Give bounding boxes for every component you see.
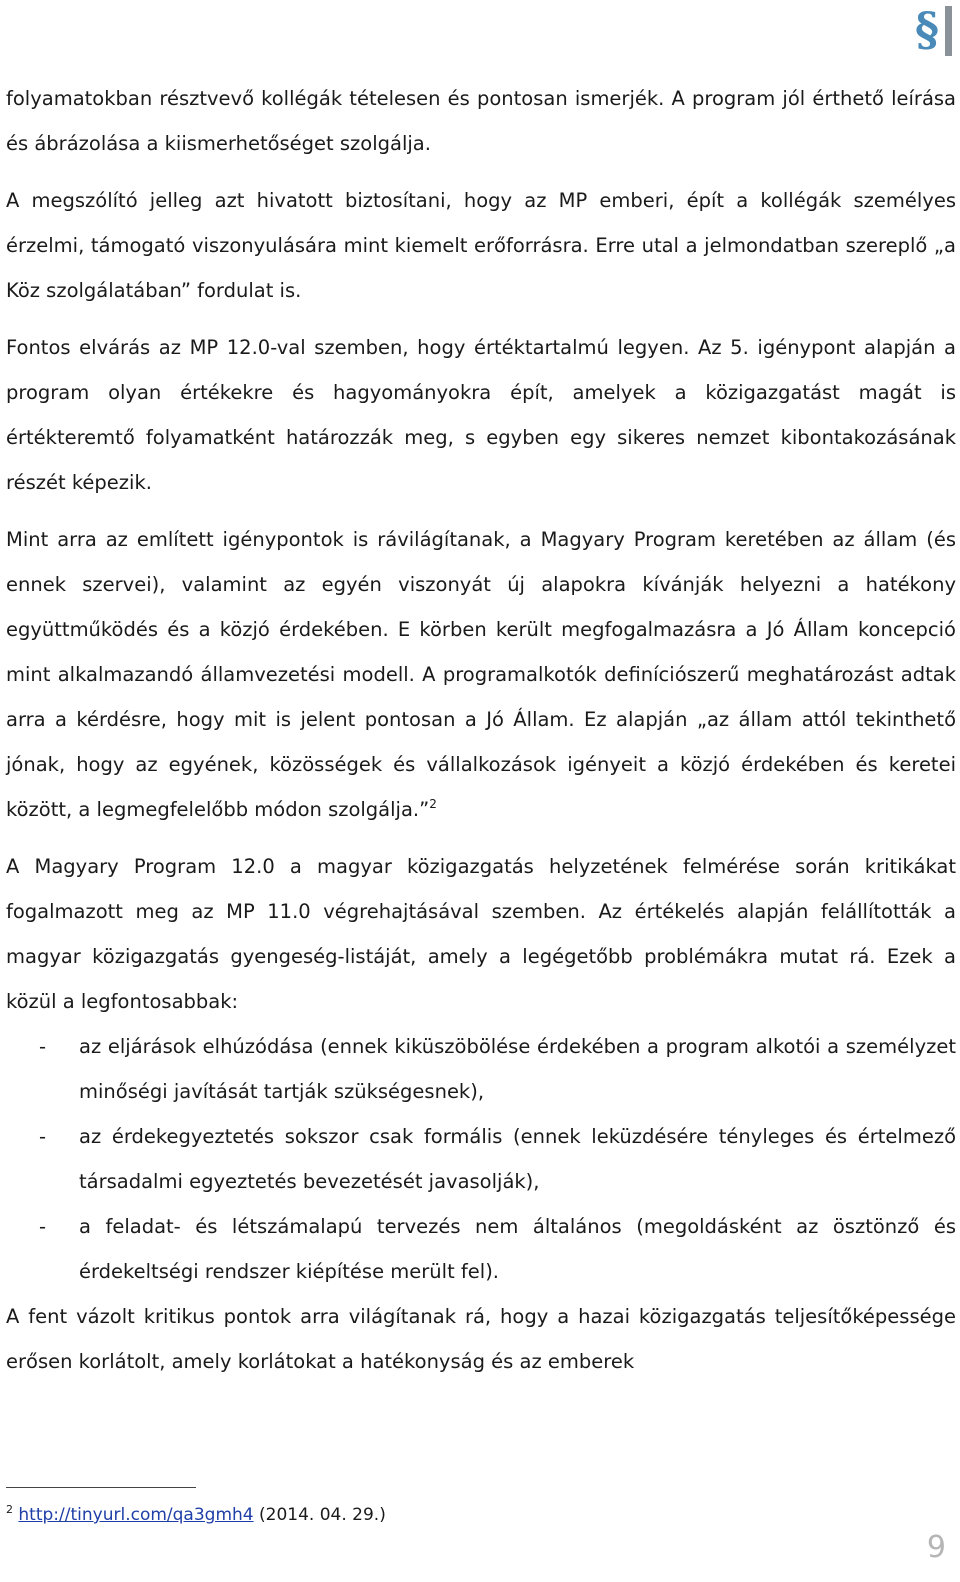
list-item-text: az érdekegyeztetés sokszor csak formális (ennek leküzdésére tényleges és értelmező társadalmi egyeztetés bevezetését javasolják), xyxy=(79,1125,956,1193)
paragraph-1: folyamatokban résztvevő kollégák tételesen és pontosan ismerjék. A program jól érthető leírása és ábrázolása a kiismerhetőséget szolgálja. xyxy=(6,87,956,155)
footnote-separator xyxy=(6,1487,196,1488)
list-item-text: a feladat- és létszámalapú tervezés nem általános (megoldásként az ösztönző és érdekeltségi rendszer kiépítése merült fel). xyxy=(79,1215,956,1283)
document-logo xyxy=(915,4,952,58)
paragraph-4 xyxy=(6,517,956,832)
paragraph-5: A Magyary Program 12.0 a magyar közigazgatás helyzetének felmérése során kritikákat fogalmazott meg az MP 11.0 végrehajtásával szemben. Az értékelés alapján felállították a magyar közigazgatás gyengeség-listáját, amely a legégetőbb problémákra mutat rá. Ezek a közül a legfontosabbak: xyxy=(6,855,956,1013)
footnote-link[interactable]: http://tinyurl.com/qa3gmh4 xyxy=(18,1505,254,1525)
weakness-list xyxy=(6,1024,956,1294)
paragraph-3: Fontos elvárás az MP 12.0-val szemben, hogy értéktartalmú legyen. Az 5. igénypont alapján a program olyan értékekre és hagyományokra épít, amelyek a közigazgatást magát is értékteremtő folyamatként határozzák meg, s egyben egy sikeres nemzet kibontakozásának részét képezik. xyxy=(6,336,956,494)
page-number: 9 xyxy=(926,1530,946,1565)
list-dash: - xyxy=(39,1215,47,1238)
section-mark-icon: § xyxy=(914,2,939,56)
paragraph-6: A fent vázolt kritikus pontok arra világítanak rá, hogy a hazai közigazgatás teljesítőképessége erősen korlátolt, amely korlátokat a hatékonyság és az emberek xyxy=(6,1305,956,1373)
list-item xyxy=(6,1024,956,1114)
list-item-text: az eljárások elhúzódása (ennek kiküszöbölése érdekében a program alkotói a személyzet minőségi javítását tartják szükségesnek), xyxy=(79,1035,956,1103)
page-body xyxy=(6,76,956,1384)
footnote-reference: 2 xyxy=(429,797,437,811)
logo-bar xyxy=(945,6,952,56)
footnote-date: (2014. 04. 29.) xyxy=(259,1505,386,1525)
list-item xyxy=(6,1204,956,1294)
list-dash: - xyxy=(39,1125,47,1148)
list-dash: - xyxy=(39,1035,47,1058)
list-item xyxy=(6,1114,956,1204)
footnote-number: 2 xyxy=(6,1503,13,1516)
footnote xyxy=(6,1500,386,1530)
paragraph-4-text: Mint arra az említett igénypontok is rávilágítanak, a Magyary Program keretében az állam (és ennek szervei), valamint az egyén viszonyát új alapokra kívánják helyezni a hatékony együttműködés és a közjó érdekében. E körben került megfogalmazásra a Jó Állam koncepció mint alkalmazandó államvezetési modell. A programalkotók definíciószerű meghatározást adtak arra a kérdésre, hogy mit is jelent pontosan a Jó Állam. Ez alapján „az állam attól tekinthető jónak, hogy az egyének, közösségek és vállalkozások igényeit a közjó érdekében és keretei között, a legmegfelelőbb módon szolgálja.” xyxy=(6,528,956,821)
paragraph-2: A megszólító jelleg azt hivatott biztosítani, hogy az MP emberi, épít a kollégák személyes érzelmi, támogató viszonyulására mint kiemelt erőforrásra. Erre utal a jelmondatban szereplő „a Köz szolgálatában” fordulat is. xyxy=(6,189,956,302)
